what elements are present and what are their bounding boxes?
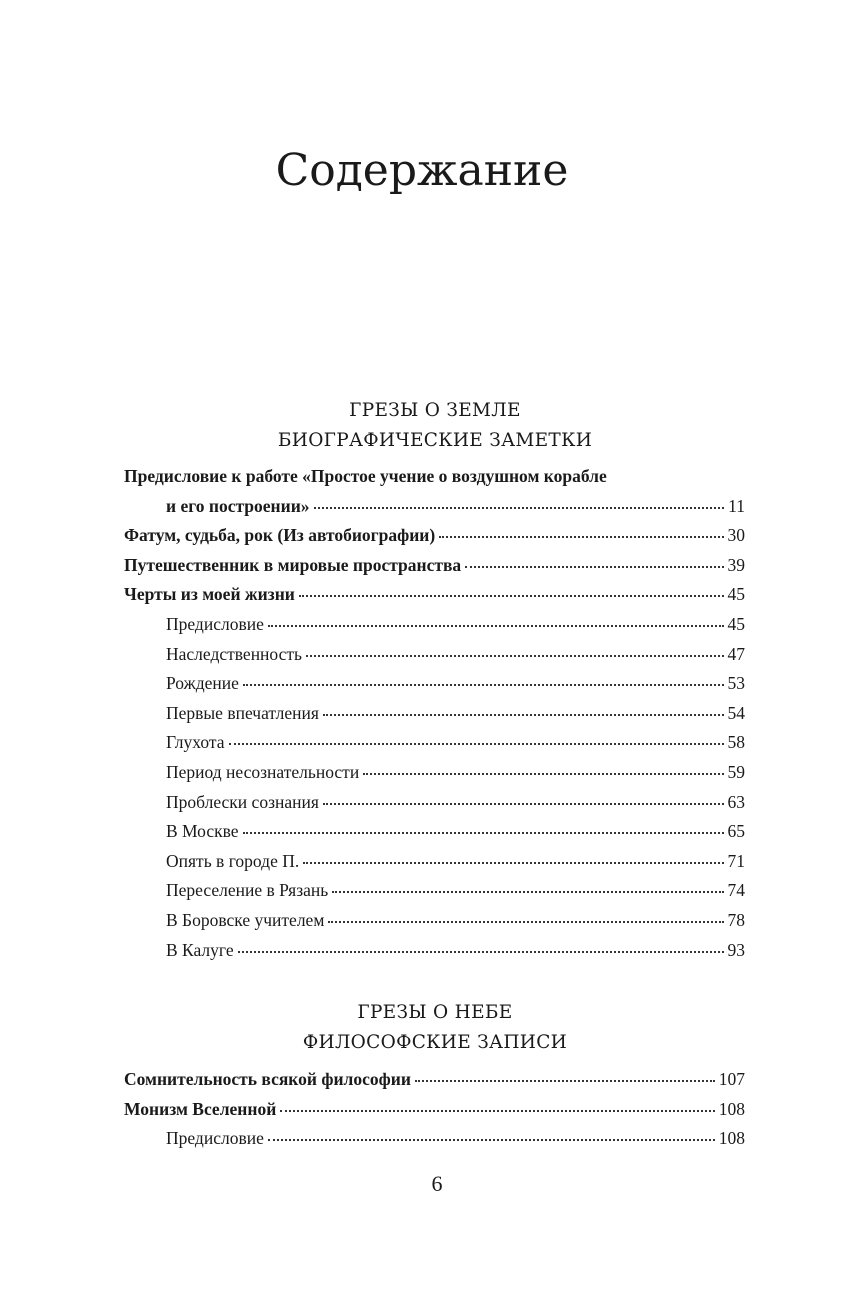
dot-leader — [439, 535, 723, 538]
toc-entry[interactable] — [124, 1065, 745, 1095]
toc-subentry[interactable] — [124, 640, 745, 670]
toc-subentry[interactable] — [124, 936, 745, 966]
toc-entry-title: В Калуге — [166, 939, 234, 960]
toc-entry[interactable] — [124, 580, 745, 610]
toc-entry-page: 59 — [727, 761, 745, 782]
toc-subentry[interactable] — [124, 669, 745, 699]
toc-entry-title: Проблески сознания — [166, 791, 319, 812]
toc-entry-page: 65 — [727, 821, 745, 842]
toc-entry-title: Монизм Вселенной — [124, 1098, 277, 1119]
toc-entry-page: 93 — [727, 939, 745, 960]
toc-entry-title: Путешественник в мировые пространства — [124, 554, 462, 575]
toc-section-1 — [124, 462, 745, 965]
toc-subentry[interactable] — [124, 728, 745, 758]
toc-entry-title: Опять в городе П. — [166, 850, 300, 871]
toc-entry-page: 107 — [718, 1069, 745, 1089]
dot-leader — [299, 594, 724, 597]
toc-entry-title: Переселение в Рязань — [166, 880, 329, 901]
toc-section-2 — [124, 1065, 745, 1154]
toc-subentry[interactable] — [124, 1124, 745, 1154]
toc-entry-page: 74 — [727, 880, 745, 901]
dot-leader — [465, 565, 723, 568]
toc-entry-title: Предисловие — [166, 1128, 264, 1149]
dot-leader — [280, 1109, 714, 1112]
toc-entry-page: 53 — [727, 673, 745, 694]
toc-entry-page: 108 — [718, 1128, 745, 1149]
toc-entry-page: 45 — [727, 613, 745, 634]
section-title: ГРЕЗЫ О ЗЕМЛЕ — [349, 400, 521, 421]
toc-subentry[interactable] — [124, 906, 745, 936]
toc-entry-title: Наследственность — [166, 643, 303, 664]
dot-leader — [229, 742, 724, 745]
section-title: ГРЕЗЫ О НЕБЕ — [357, 1002, 513, 1023]
dot-leader — [306, 654, 723, 657]
toc-entry-title: Период несознательности — [166, 761, 360, 782]
toc-entry-page: 71 — [727, 850, 745, 871]
toc-entry-page: 63 — [727, 791, 745, 812]
page-title: Содержание — [275, 145, 569, 196]
section-subtitle: БИОГРАФИЧЕСКИЕ ЗАМЕТКИ — [277, 430, 593, 451]
toc-entry[interactable] — [124, 1095, 745, 1125]
dot-leader — [314, 506, 725, 509]
dot-leader — [243, 683, 724, 686]
toc-entry-title: и его построении» — [166, 495, 310, 516]
dot-leader — [415, 1079, 715, 1082]
toc-entry-title: В Боровске учителем — [166, 909, 325, 930]
toc-entry-title: Черты из моей жизни — [124, 584, 295, 605]
toc-entry-title: Предисловие к работе «Простое учение о воздушном корабле — [124, 466, 607, 486]
toc-subentry[interactable] — [124, 817, 745, 847]
toc-entry[interactable] — [124, 521, 745, 551]
dot-leader — [328, 920, 723, 923]
toc-subentry[interactable] — [124, 788, 745, 818]
section-subtitle: ФИЛОСОФСКИЕ ЗАПИСИ — [302, 1032, 568, 1053]
dot-leader — [303, 861, 723, 864]
toc-entry-page: 45 — [727, 584, 745, 605]
toc-subentry[interactable] — [124, 699, 745, 729]
toc-subentry[interactable] — [124, 610, 745, 640]
toc-entry-title: Первые впечатления — [166, 702, 319, 723]
dot-leader — [268, 624, 724, 627]
dot-leader — [238, 950, 724, 953]
toc-entry[interactable] — [124, 492, 745, 522]
dot-leader — [363, 772, 723, 775]
toc-subentry[interactable] — [124, 876, 745, 906]
toc-entry-title: Сомнительность всякой философии — [124, 1069, 411, 1089]
toc-entry-page: 39 — [727, 554, 745, 575]
toc-entry-title: В Москве — [166, 821, 239, 842]
dot-leader — [332, 890, 723, 893]
dot-leader — [243, 831, 724, 834]
page-number: 6 — [431, 1171, 443, 1196]
toc-entry-title: Глухота — [166, 732, 225, 753]
toc-entry[interactable] — [124, 551, 745, 581]
toc-subentry[interactable] — [124, 758, 745, 788]
dot-leader — [268, 1138, 715, 1141]
toc-subentry[interactable] — [124, 847, 745, 877]
toc-entry-first-line[interactable] — [124, 462, 745, 492]
toc-entry-page: 78 — [727, 909, 745, 930]
toc-entry-title: Фатум, судьба, рок (Из автобиографии) — [124, 525, 436, 546]
toc-entry-page: 58 — [727, 732, 745, 753]
dot-leader — [323, 802, 724, 805]
toc-entry-title: Предисловие — [166, 613, 264, 634]
toc-entry-page: 54 — [727, 702, 745, 723]
toc-entry-title: Рождение — [166, 673, 239, 694]
toc-entry-page: 30 — [727, 525, 745, 546]
dot-leader — [323, 713, 724, 716]
toc-entry-page: 108 — [718, 1098, 745, 1119]
toc-entry-page: 47 — [727, 643, 745, 664]
toc-entry-page: 11 — [728, 495, 745, 516]
